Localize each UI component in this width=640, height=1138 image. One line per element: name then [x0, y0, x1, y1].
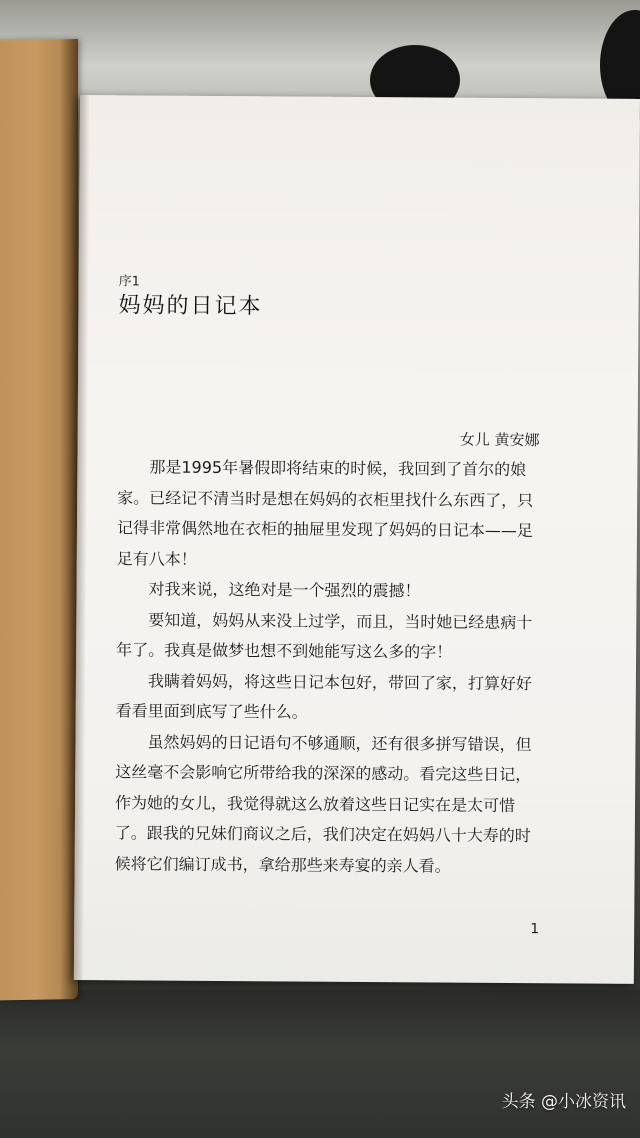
chapter-title: 妈妈的日记本 — [118, 293, 263, 320]
paragraph: 那是1995年暑假即将结束的时候，我回到了首尔的娘家。已经记不清当时是想在妈妈的衣柜里找什么东西了，只记得非常偶然地在衣柜的抽屉里发现了妈妈的日记本——足足有八本！ — [116, 457, 534, 569]
paragraph: 对我来说，这绝对是一个强烈的震撼！ — [148, 579, 421, 601]
floor-background — [0, 990, 640, 1138]
paragraph: 虽然妈妈的日记语句不够通顺，还有很多拼写错误，但这丝毫不会影响它所带给我的深深的感动。看完这些日记，作为她的女儿，我觉得就这么放着这些日记实在是太可惜了。跟我的兄妹们商议之后，我们决定在妈妈八十大寿的时候将它们编订成书，拿给那些来寿宴的亲人看。 — [114, 731, 532, 876]
paragraph: 我瞒着妈妈，将这些日记本包好，带回了家，打算好好看看里面到底写了些什么。 — [115, 670, 532, 722]
paragraph: 要知道，妈妈从来没上过学，而且，当时她已经患病十年了。我真是做梦也想不到她能写这么多的字！ — [116, 609, 533, 662]
table-background — [0, 0, 640, 110]
left-book-page — [0, 39, 78, 1001]
author-line: 女儿 黄安娜 — [459, 430, 540, 450]
body-text — [115, 452, 548, 882]
page-number: 1 — [530, 921, 540, 938]
book-page — [74, 95, 640, 984]
watermark-text: 头条 @小冰资讯 — [501, 1092, 626, 1112]
preface-number: 序1 — [118, 274, 141, 290]
